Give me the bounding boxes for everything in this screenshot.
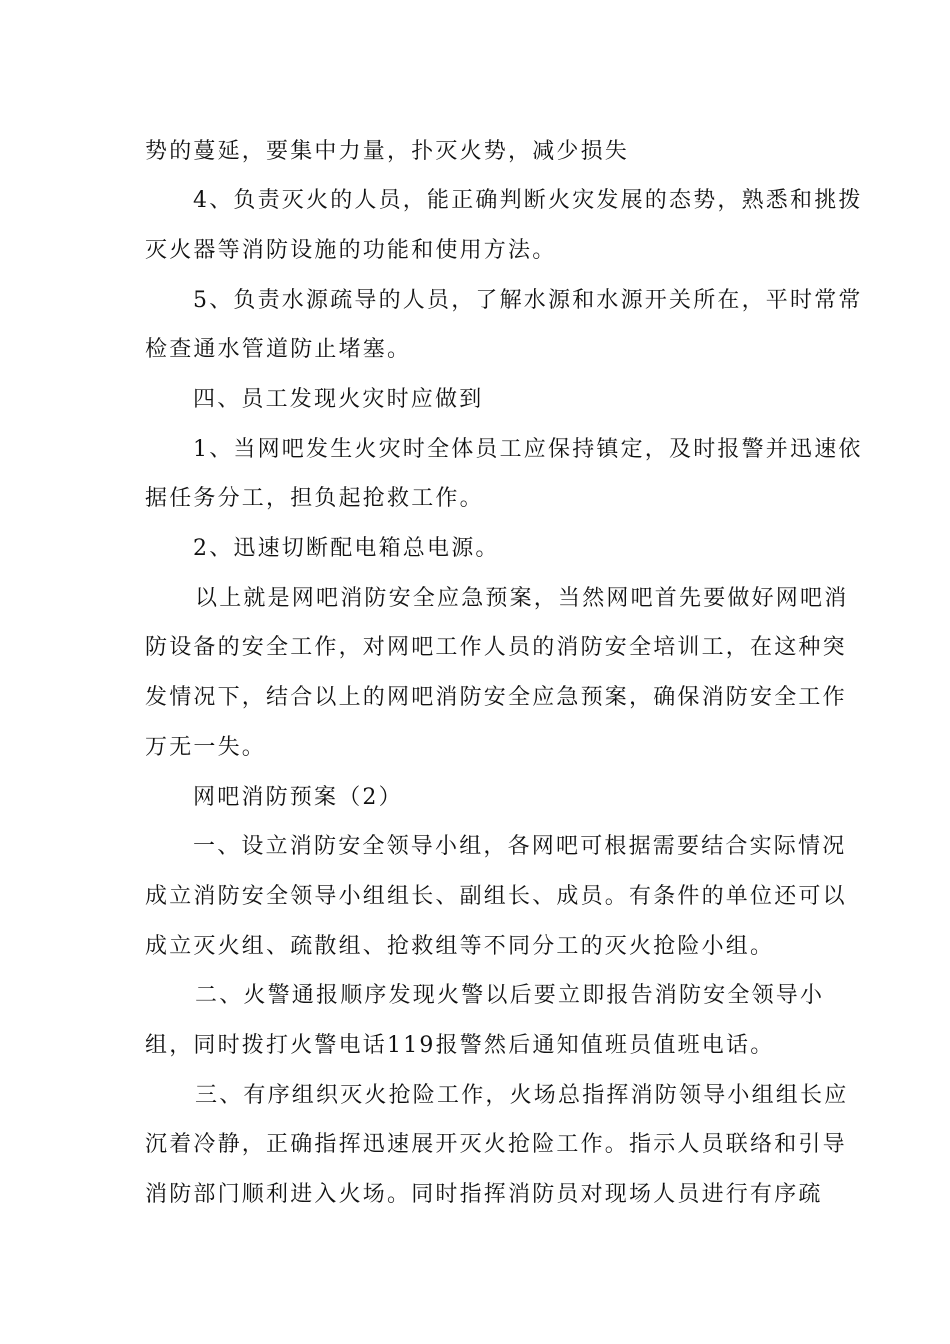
- text-line: 以上就是网吧消防安全应急预案，当然网吧首先要做好网吧消: [195, 586, 849, 611]
- text-line: 二、火警通报顺序发现火警以后要立即报告消防安全领导小: [195, 983, 825, 1008]
- text-line: 2、迅速切断配电箱总电源。: [193, 536, 500, 561]
- text-line: 消防部门顺利进入火场。同时指挥消防员对现场人员进行有序疏: [145, 1182, 823, 1207]
- text-line: 组，同时拨打火警电话119报警然后通知值班员值班电话。: [145, 1033, 775, 1058]
- text-line: 发情况下，结合以上的网吧消防安全应急预案，确保消防安全工作: [145, 685, 847, 710]
- section-heading: 四、员工发现火灾时应做到: [193, 387, 484, 412]
- text-line: 检查通水管道防止堵塞。: [145, 337, 412, 362]
- text-line: 三、有序组织灭火抢险工作，火场总指挥消防领导小组组长应: [195, 1083, 849, 1108]
- text-line: 万无一失。: [145, 735, 267, 760]
- text-line: 沉着冷静，正确指挥迅速展开灭火抢险工作。指示人员联络和引导: [145, 1132, 847, 1157]
- text-line: 成立消防安全领导小组组长、副组长、成员。有条件的单位还可以: [145, 884, 847, 909]
- text-line: 防设备的安全工作，对网吧工作人员的消防安全培训工，在这种突: [145, 635, 847, 660]
- text-line: 势的蔓延，要集中力量，扑灭火势，减少损失: [145, 139, 630, 164]
- text-line: 据任务分工，担负起抢救工作。: [145, 486, 484, 511]
- text-line: 成立灭火组、疏散组、抢救组等不同分工的灭火抢险小组。: [145, 934, 775, 959]
- text-line: 1、当网吧发生火灾时全体员工应保持镇定，及时报警并迅速依: [193, 437, 863, 462]
- text-line: 灭火器等消防设施的功能和使用方法。: [145, 238, 557, 263]
- text-line: 5、负责水源疏导的人员，了解水源和水源开关所在，平时常常: [193, 288, 863, 313]
- text-line: 4、负责灭火的人员，能正确判断火灾发展的态势，熟悉和挑拨: [193, 188, 863, 213]
- text-line: 一、设立消防安全领导小组，各网吧可根据需要结合实际情况: [193, 834, 847, 859]
- section-heading: 网吧消防预案（2）: [193, 785, 403, 810]
